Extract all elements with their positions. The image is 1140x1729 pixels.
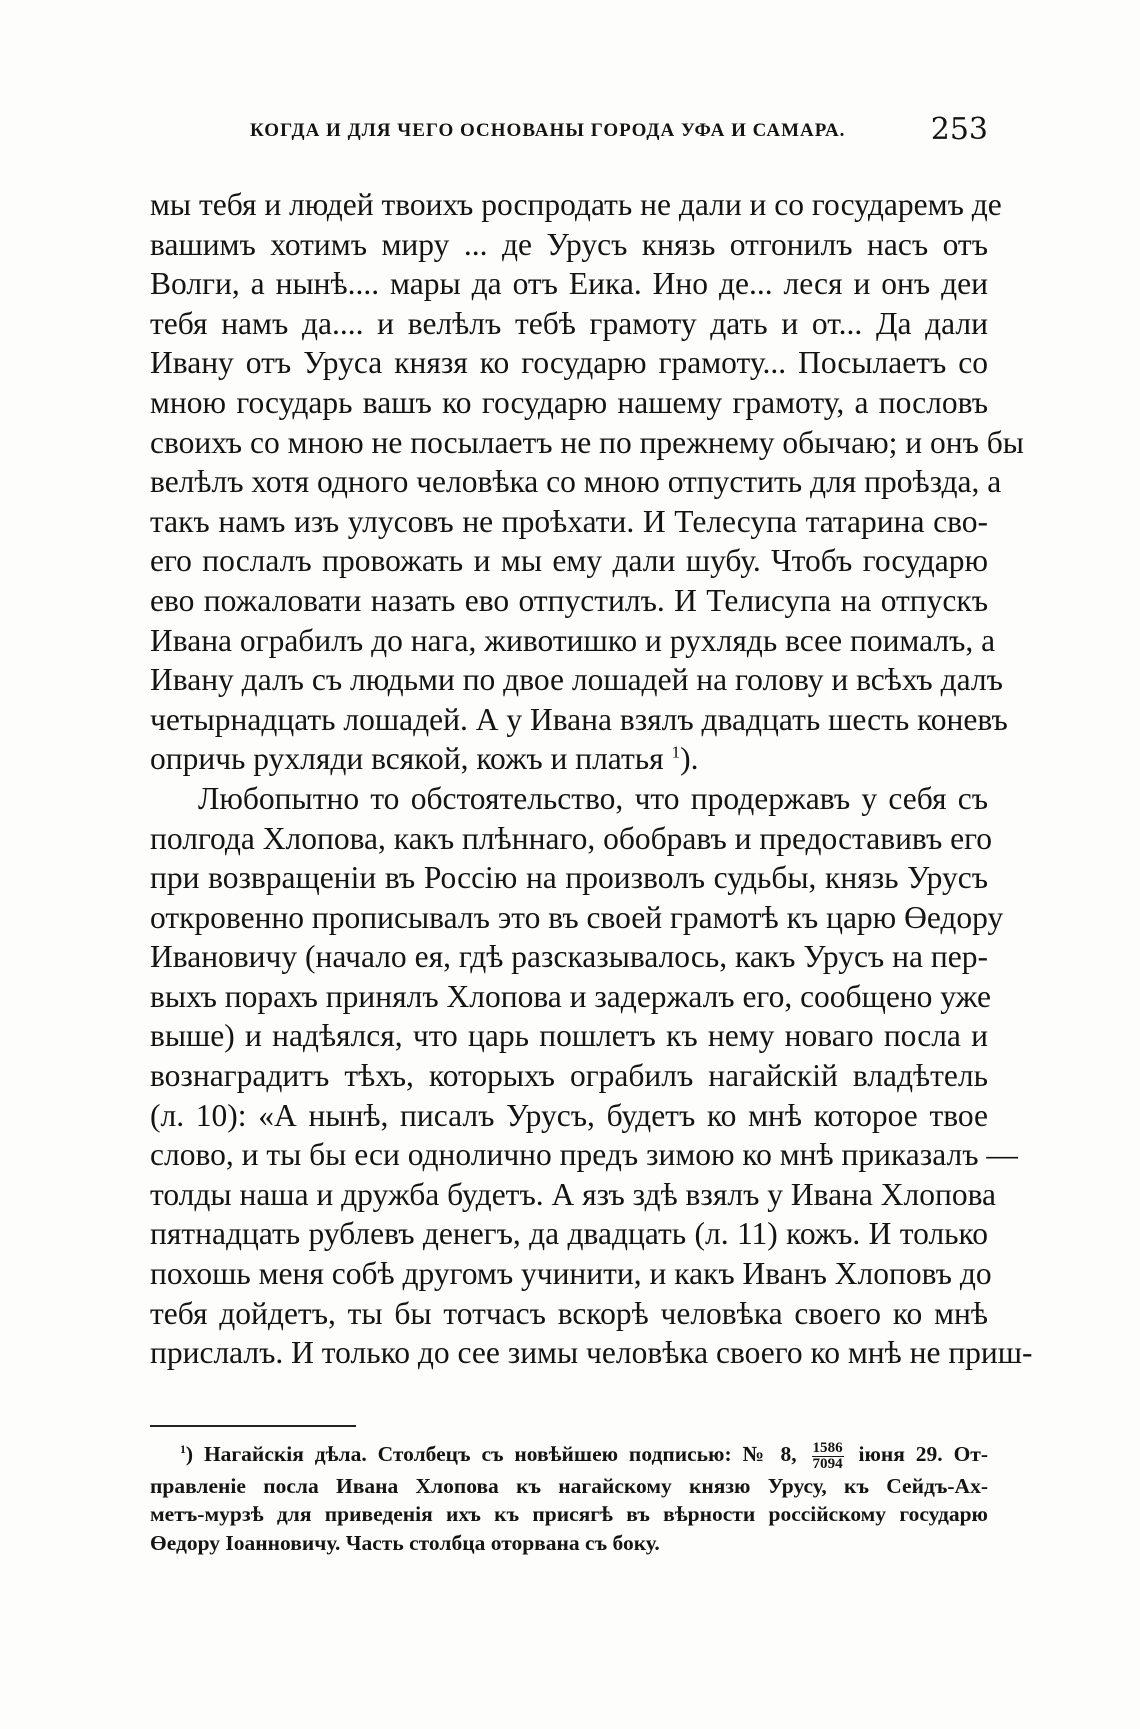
main-text [150,185,1033,1373]
footnote-divider [150,1425,356,1427]
text-line: вашимъ хотимъ миру ... де Урусъ князь отгонилъ насъ отъ [150,226,988,262]
text-line: Ивана ограбилъ до нага, животишко и рухлядь всее поималъ, а [150,622,996,658]
footnote-line [150,1440,988,1472]
text-line: Ивану далъ съ людьми по двое лошадей на голову и всѣхъ далъ [150,662,1003,698]
text-line: при возвращеніи въ Россію на произволъ судьбы, князь Урусъ [150,860,988,896]
text-line: полгода Хлопова, какъ плѣннаго, обобравъ и предоставивъ его [150,820,993,856]
text-line: откровенно прописывалъ это въ своей грамотѣ къ царю Өедору [150,899,1004,935]
text-line-last [150,739,988,779]
text-line: (л. 10): «А нынѣ, писалъ Урусъ, будетъ ко мнѣ которое твое [150,1097,988,1133]
footnote-text: іюня 29. От- [858,1442,989,1466]
text-line: прислалъ. И только до сее зимы человѣка своего ко мнѣ не приш- [150,1335,1033,1371]
footnote-text: ) Нагайскія дѣла. Столбецъ съ новѣйшею подписью: № 8, [185,1442,797,1466]
text-line: мною государь вашъ ко государю нашему грамоту, а пословъ [150,384,988,420]
footnote-reference[interactable]: 1 [671,742,681,762]
text-line: такъ намъ изъ улусовъ не проѣхати. И Телесупа татарина сво- [150,503,988,539]
text-line: толды наша и дружба будетъ. А язъ здѣ взялъ у Ивана Хлопова [150,1176,997,1212]
text-line: тебя дойдетъ, ты бы тотчасъ вскорѣ человѣка своего ко мнѣ [150,1295,988,1331]
text-line: пятнадцать рублевъ денегъ, да двадцать (л. 11) кожъ. И только [150,1216,988,1252]
text-line: выше) и надѣялся, что царь пошлетъ къ нему новаго посла и [150,1018,988,1054]
text-line: велѣлъ хотя одного человѣка со мною отпустить для проѣзда, а [150,464,1002,500]
footnote-line: правленіе посла Ивана Хлопова къ нагайскому князю Урусу, къ Сейдъ-Ах- [150,1473,988,1498]
text-line: похошь меня собѣ другомъ учинити, и какъ Иванъ Хлоповъ до [150,1256,992,1292]
running-title: КОГДА И ДЛЯ ЧЕГО ОСНОВАНЫ ГОРОДА УФА И САМАРА. [250,120,846,141]
text-line: тебя намъ да.... и велѣлъ тебѣ грамоту дать и от... Да дали [150,305,988,341]
text-line: четырнадцать лошадей. А у Ивана взялъ двадцать шесть коневъ [150,701,1008,737]
footnote [150,1440,988,1557]
fraction-numerator: 1586 [812,1439,843,1456]
footnote-line: Өедору Іоанновичу. Часть столбца оторвана съ боку. [150,1530,660,1555]
text-line: Волги, а нынѣ.... мары да отъ Еика. Ино де... леся и онъ деи [150,266,988,302]
text-line: его послалъ провожать и мы ему дали шубу. Чтобъ государю [150,543,988,579]
text-line: мы тебя и людей твоихъ роспродать не дали и со государемъ де [150,187,1002,222]
page-number: 253 [930,112,988,147]
fraction-denominator: 7094 [812,1455,843,1472]
text-line: слово, и ты бы еси однолично предъ зимою ко мнѣ приказалъ — [150,1137,1018,1173]
text-line: своихъ со мною не посылаетъ не по прежнему обычаю; и онъ бы [150,424,1024,460]
footnote-marker: 1 [180,1441,186,1456]
text-line: Ивану отъ Уруса князя ко государю грамоту... Посылаетъ со [150,345,988,381]
page-header [150,112,988,152]
footnote-ref-paren: ). [680,741,699,777]
fraction [812,1441,844,1472]
text-line: Любопытно то обстоятельство, что продержавъ у себя съ [198,780,988,816]
text-line-content: опричь рухляди всякой, кожъ и платья [150,741,664,777]
text-line: выхъ порахъ принялъ Хлопова и задержалъ его, сообщено уже [150,978,991,1014]
text-line: ево пожаловати назать ево отпустилъ. И Телисупа на отпускъ [150,582,988,618]
footnote-line: метъ-мурзѣ для приведенія ихъ къ присягѣ въ вѣрности россійскому государю [150,1502,988,1527]
text-line: Ивановичу (начало ея, гдѣ разсказывалось, какъ Урусъ на пер- [150,939,988,975]
text-line: вознаградитъ тѣхъ, которыхъ ограбилъ нагайскій владѣтель [150,1058,988,1094]
